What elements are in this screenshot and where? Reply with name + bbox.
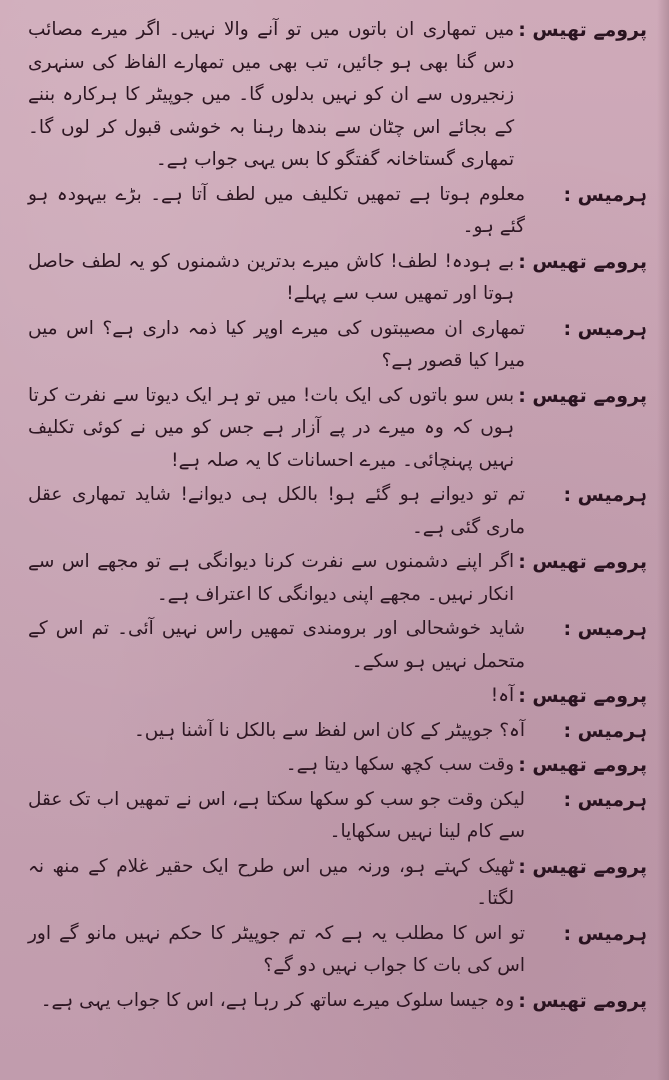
speech-text: اگر اپنے دشمنوں سے نفرت کرنا دیوانگی ہے تو مجھے اس سے انکار نہیں۔ مجھے اپنی دیوانگی کا اعتراف ہے۔ [28,551,515,605]
speech-text: بس سو باتوں کی ایک بات! میں تو ہر ایک دیوتا سے نفرت کرتا ہوں کہ وہ میرے در پے آزار ہے جس کو میں نے کوئی تکلیف نہیں پہنچائی۔ میرے احسانات کا یہ صلہ ہے! [28,384,515,471]
speaker-name: ہرمیس : [529,313,647,346]
dialogue-entry [28,784,647,849]
dialogue-entry [28,313,647,378]
dialogue-block [28,14,647,1017]
dialogue-entry [28,680,647,713]
speech-text: آہ! [490,685,515,706]
speaker-name: پرومے تھیس : [518,680,647,713]
speech-text: بے ہودہ! لطف! کاش میرے بدترین دشمنوں کو یہ لطف حاصل ہوتا اور تمھیں سب سے پہلے! [28,250,515,304]
dialogue-entry [28,179,647,244]
dialogue-entry [28,918,647,983]
speaker-name: ہرمیس : [529,479,647,512]
dialogue-entry [28,985,647,1018]
dialogue-entry [28,246,647,311]
dialogue-entry [28,749,647,782]
speech-text: وقت سب کچھ سکھا دیتا ہے۔ [285,754,515,775]
speaker-name: ہرمیس : [529,784,647,817]
speech-text: وہ جیسا سلوک میرے ساتھ کر رہا ہے، اس کا جواب یہی ہے۔ [40,989,515,1011]
speaker-name: ہرمیس : [529,918,647,951]
dialogue-entry [28,851,647,916]
speaker-name: پرومے تھیس : [518,985,647,1018]
speech-text: تو اس کا مطلب یہ ہے کہ تم جوپیٹر کا حکم نہیں مانو گے اور اس کی بات کا جواب نہیں دو گے؟ [28,922,525,976]
speaker-name: ہرمیس : [529,179,647,212]
speech-text: معلوم ہوتا ہے تمھیں تکلیف میں لطف آتا ہے۔ بڑے بیہودہ ہو گئے ہو۔ [28,183,525,237]
dialogue-entry [28,14,647,177]
speaker-name: پرومے تھیس : [518,749,647,782]
speech-text: تمھاری ان مصیبتوں کی میرے اوپر کیا ذمہ داری ہے؟ اس میں میرا کیا قصور ہے؟ [28,317,525,371]
speaker-name: پرومے تھیس : [518,246,647,279]
speaker-name: پرومے تھیس : [518,851,647,884]
speaker-name: پرومے تھیس : [518,380,647,413]
speaker-name: ہرمیس : [529,715,647,748]
speech-text: میں تمھاری ان باتوں میں تو آنے والا نہیں۔ اگر میرے مصائب دس گنا بھی ہو جائیں، تب بھی میں تمھارے الفاظ کی سنہری زنجیروں سے ان کو نہیں بدلوں گا۔ میں جوپیٹر کا ہرکارہ بننے کے بجائے اس چٹان سے بندھا رہنا بہ خوشی قبول کر لوں گا۔ تمھاری گستاخانہ گفتگو کا بس یہی جواب ہے۔ [28,19,515,170]
dialogue-entry [28,715,647,748]
speech-text: شاید خوشحالی اور برومندی تمھیں راس نہیں آئی۔ تم اس کے متحمل نہیں ہو سکے۔ [28,618,525,672]
dialogue-entry [28,380,647,478]
dialogue-entry [28,613,647,678]
speech-text: ٹھیک کہتے ہو، ورنہ میں اس طرح ایک حقیر غلام کے منھ نہ لگتا۔ [28,855,515,909]
speech-text: آہ؟ جوپیٹر کے کان اس لفظ سے بالکل نا آشنا ہیں۔ [133,719,525,741]
speaker-name: پرومے تھیس : [518,14,647,47]
speech-text: لیکن وقت جو سب کو سکھا سکتا ہے، اس نے تمھیں اب تک عقل سے کام لینا نہیں سکھایا۔ [28,788,525,842]
dialogue-entry [28,546,647,611]
speaker-name: پرومے تھیس : [518,546,647,579]
speaker-name: ہرمیس : [529,613,647,646]
speech-text: تم تو دیوانے ہو گئے ہو! بالکل ہی دیوانے! شاید تمھاری عقل ماری گئی ہے۔ [28,484,525,538]
dialogue-entry [28,479,647,544]
